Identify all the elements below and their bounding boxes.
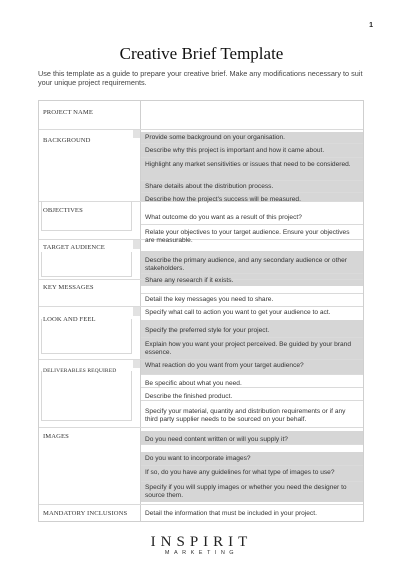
label-box xyxy=(41,319,132,354)
answer-divider xyxy=(141,143,363,144)
label-box xyxy=(41,201,132,231)
answer-text: Describe why this project is important and how it came about. xyxy=(145,147,325,154)
label-project-name: PROJECT NAME xyxy=(43,109,93,116)
row-divider xyxy=(39,504,363,505)
answer-text: Describe the primary audience, and any secondary audience or other stakeholders. xyxy=(145,257,347,272)
column-divider xyxy=(140,101,141,521)
answer-text: Share details about the distribution process. xyxy=(145,183,274,190)
logo-sub: MARKETING xyxy=(164,550,239,556)
answer-text: Highlight any market sensitivities or issues that need to be considered. xyxy=(145,161,351,168)
label-target-audience: TARGET AUDIENCE xyxy=(43,244,105,251)
answer-divider xyxy=(141,224,363,225)
answer-text: If so, do you have any guidelines for what type of images to use? xyxy=(145,469,335,476)
row-divider xyxy=(39,359,363,360)
answer-divider xyxy=(141,374,363,375)
answer-text: Do you need content written or will you supply it? xyxy=(145,436,288,443)
answer-divider xyxy=(141,465,363,466)
answer-text: Describe the finished product. xyxy=(145,393,233,400)
label-shade xyxy=(133,240,140,249)
brief-table xyxy=(38,100,364,522)
answer-text: Specify if you will supply images or whether you need the designer to source them. xyxy=(145,484,347,499)
answer-divider xyxy=(141,444,363,445)
logo-name: INSPIRIT xyxy=(150,534,253,550)
row-divider xyxy=(39,129,363,130)
answer-text: Explain how you want your project perceived. Be guided by your brand essence. xyxy=(145,341,351,356)
label-shade xyxy=(133,359,140,368)
intro-text: Use this template as a guide to prepare your creative brief. Make any modifications necessary to suit your unique project requirements. xyxy=(38,69,363,87)
answer-divider xyxy=(141,273,363,274)
label-shade xyxy=(133,307,140,316)
row-divider xyxy=(39,427,363,428)
answer-text: Detail the key messages you need to share. xyxy=(145,296,274,303)
answer-text: Share any research if it exists. xyxy=(145,277,234,284)
label-look-and-feel: LOOK AND FEEL xyxy=(43,316,96,323)
label-background: BACKGROUND xyxy=(43,137,91,144)
answer-divider xyxy=(141,192,363,193)
label-deliverables: DELIVERABLES REQUIRED xyxy=(43,368,117,374)
label-objectives: OBJECTIVES xyxy=(43,207,83,214)
label-shade xyxy=(133,129,140,138)
company-logo xyxy=(0,534,403,556)
answer-text: Specify the preferred style for your project. xyxy=(145,327,270,334)
label-mandatory: MANDATORY INCLUSIONS xyxy=(43,510,128,517)
answer-text: Do you want to incorporate images? xyxy=(145,455,251,462)
answer-divider xyxy=(141,481,363,482)
answer-text: Relate your objectives to your target audience. Ensure your objectives are measurable. xyxy=(145,229,350,244)
label-box xyxy=(41,252,132,277)
answer-text: Detail the information that must be included in your project. xyxy=(145,510,317,517)
answer-divider xyxy=(141,337,363,338)
answer-text: What reaction do you want from your target audience? xyxy=(145,362,304,369)
answer-divider xyxy=(141,157,363,158)
page-number: 1 xyxy=(369,22,373,29)
answer-divider xyxy=(141,293,363,294)
label-images: IMAGES xyxy=(43,433,69,440)
answer-text: Provide some background on your organisation. xyxy=(145,134,286,141)
answer-text: Describe how the project's success will be measured. xyxy=(145,196,301,203)
answer-text: Specify what call to action you want to get your audience to act. xyxy=(145,309,331,316)
label-box xyxy=(41,371,132,421)
label-key-messages: KEY MESSAGES xyxy=(43,284,94,291)
answer-text: What outcome do you want as a result of this project? xyxy=(145,214,302,221)
answer-divider xyxy=(141,180,363,181)
answer-text: Be specific about what you need. xyxy=(145,380,242,387)
row-divider xyxy=(39,306,363,307)
page-title: Creative Brief Template xyxy=(119,44,284,63)
answer-text: Specify your material, quantity and distribution requirements or if any third party supplier needs to be sourced on your behalf. xyxy=(145,408,346,423)
